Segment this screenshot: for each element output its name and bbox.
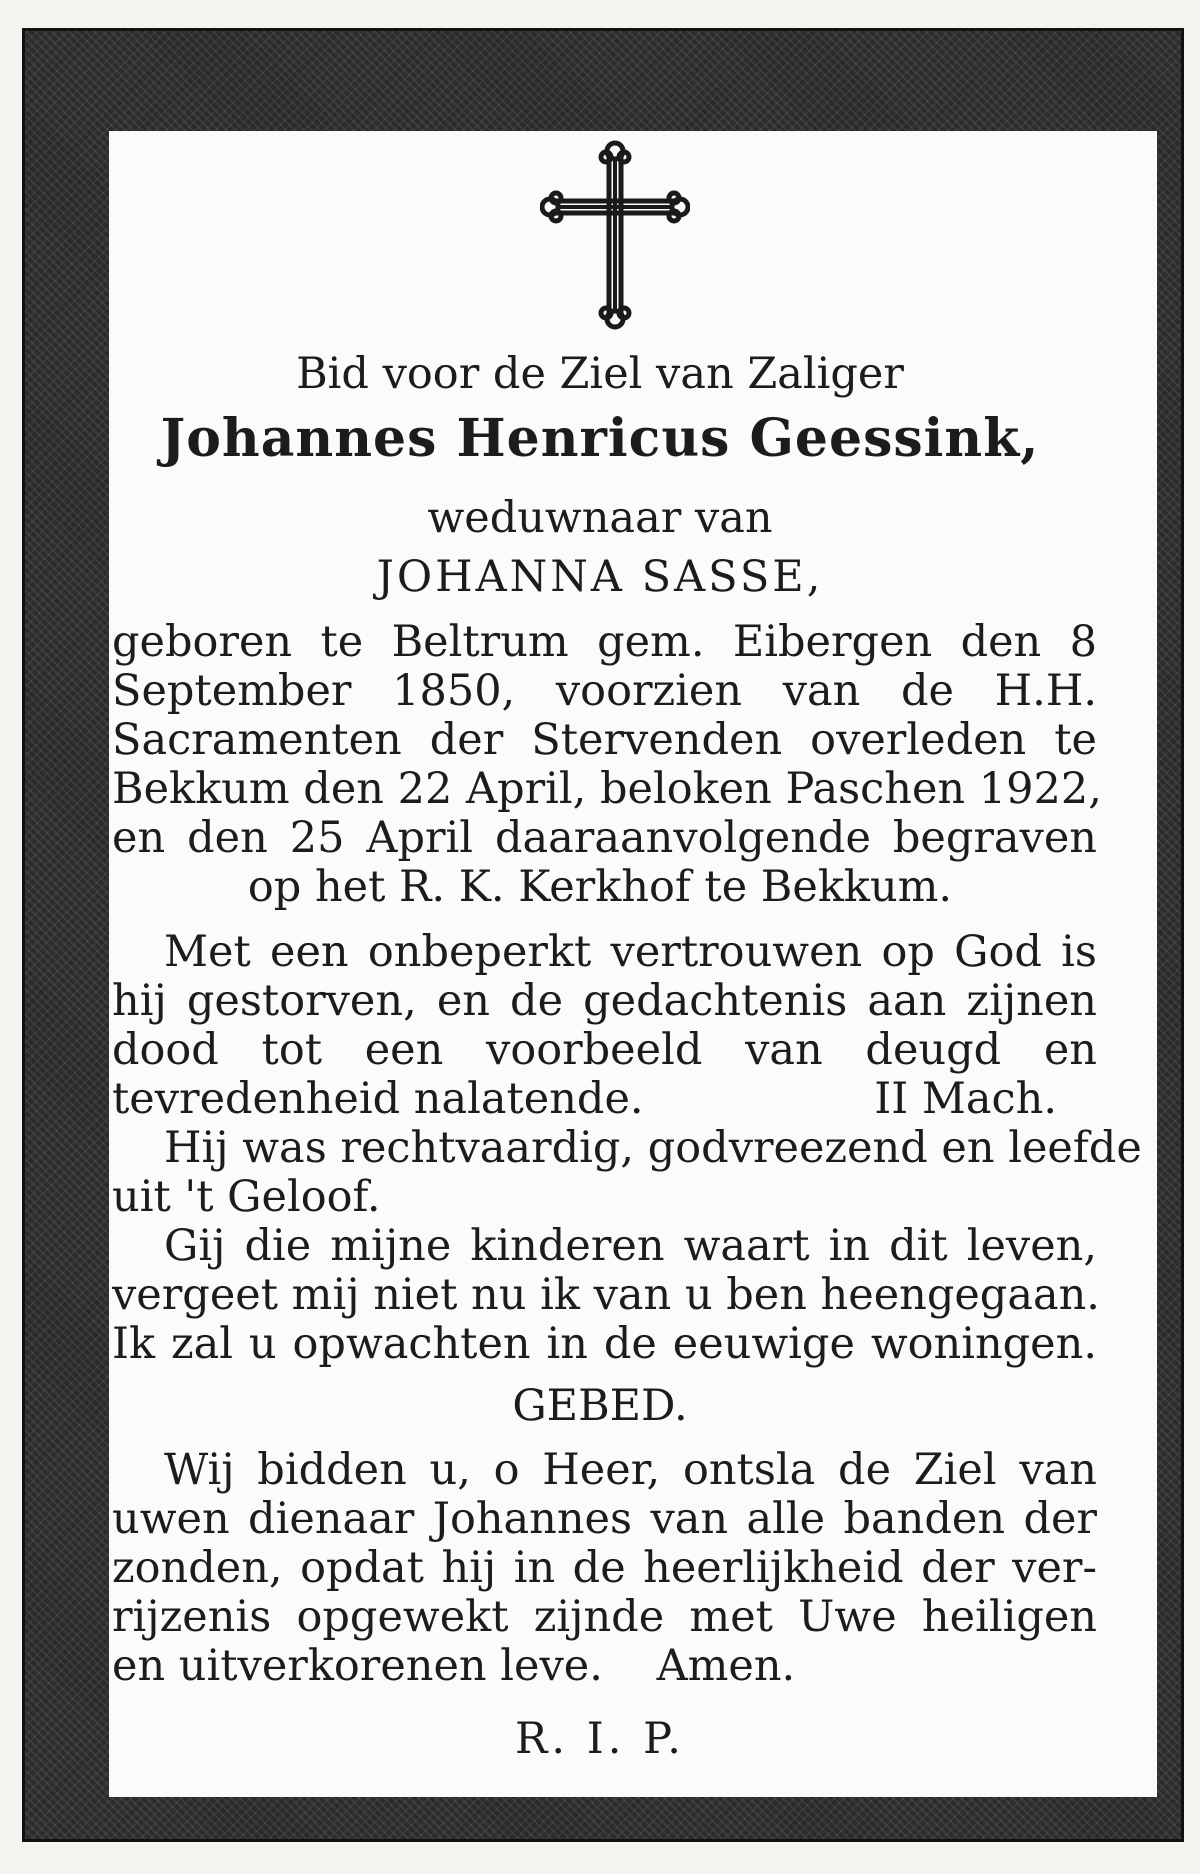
relation-line: weduwnaar van (427, 493, 773, 543)
prayer-title: GEBED. (512, 1381, 688, 1431)
bio-last-line: op het R. K. Kerkhof te Bekkum. (247, 862, 953, 912)
paragraph-line: hij gestorven, en de gedachtenis aan zijnen (112, 976, 1097, 1026)
paragraph-text: tevredenheid nalatende. (112, 1074, 644, 1124)
prayer-line: Wij bidden u, o Heer, ontsla de Ziel van (164, 1445, 1097, 1495)
spouse-name: JOHANNA SASSE, (376, 552, 824, 602)
cross-icon (540, 135, 690, 335)
deceased-name: Johannes Henricus Geessink, (160, 408, 1040, 469)
paragraph-line: Hij was rechtvaardig, godvreezend en leefde (164, 1123, 1142, 1173)
bio-line: September 1850, voorzien van de H.H. (112, 666, 1097, 716)
prayer-line: uwen dienaar Johannes van alle banden der (112, 1494, 1097, 1544)
paragraph-line: Ik zal u opwachten in de eeuwige woningen. (112, 1319, 1097, 1369)
amen-text: Amen. (656, 1641, 796, 1691)
paragraph-line: dood tot een voorbeeld van deugd en (112, 1025, 1097, 1075)
prayer-line: rijzenis opgewekt zijnde met Uwe heiligen (112, 1592, 1097, 1642)
paragraph-line: vergeet mij niet nu ik van u ben heengegaan. (112, 1270, 1100, 1320)
bio-line: Sacramenten der Stervenden overleden te (112, 715, 1097, 765)
paragraph-line: uit 't Geloof. (112, 1172, 381, 1222)
prayer-text: en uitverkorenen leve. (112, 1641, 603, 1691)
rip-text: R. I. P. (515, 1714, 685, 1764)
bio-line: geboren te Beltrum gem. Eibergen den 8 (112, 617, 1097, 667)
intro-line: Bid voor de Ziel van Zaliger (296, 349, 904, 399)
bio-line: en den 25 April daaraanvolgende begraven (112, 813, 1097, 863)
prayer-line: zonden, opdat hij in de heerlijkheid der ver- (112, 1543, 1097, 1593)
prayer-last-line (112, 1642, 1097, 1690)
paragraph-line: Met een onbeperkt vertrouwen op God is (164, 927, 1097, 977)
paragraph-last-line (112, 1075, 1097, 1123)
paragraph-line: Gij die mijne kinderen waart in dit leven, (164, 1221, 1097, 1271)
scripture-reference: II Mach. (874, 1074, 1057, 1124)
bio-line: Bekkum den 22 April, beloken Paschen 1922, (112, 764, 1102, 814)
